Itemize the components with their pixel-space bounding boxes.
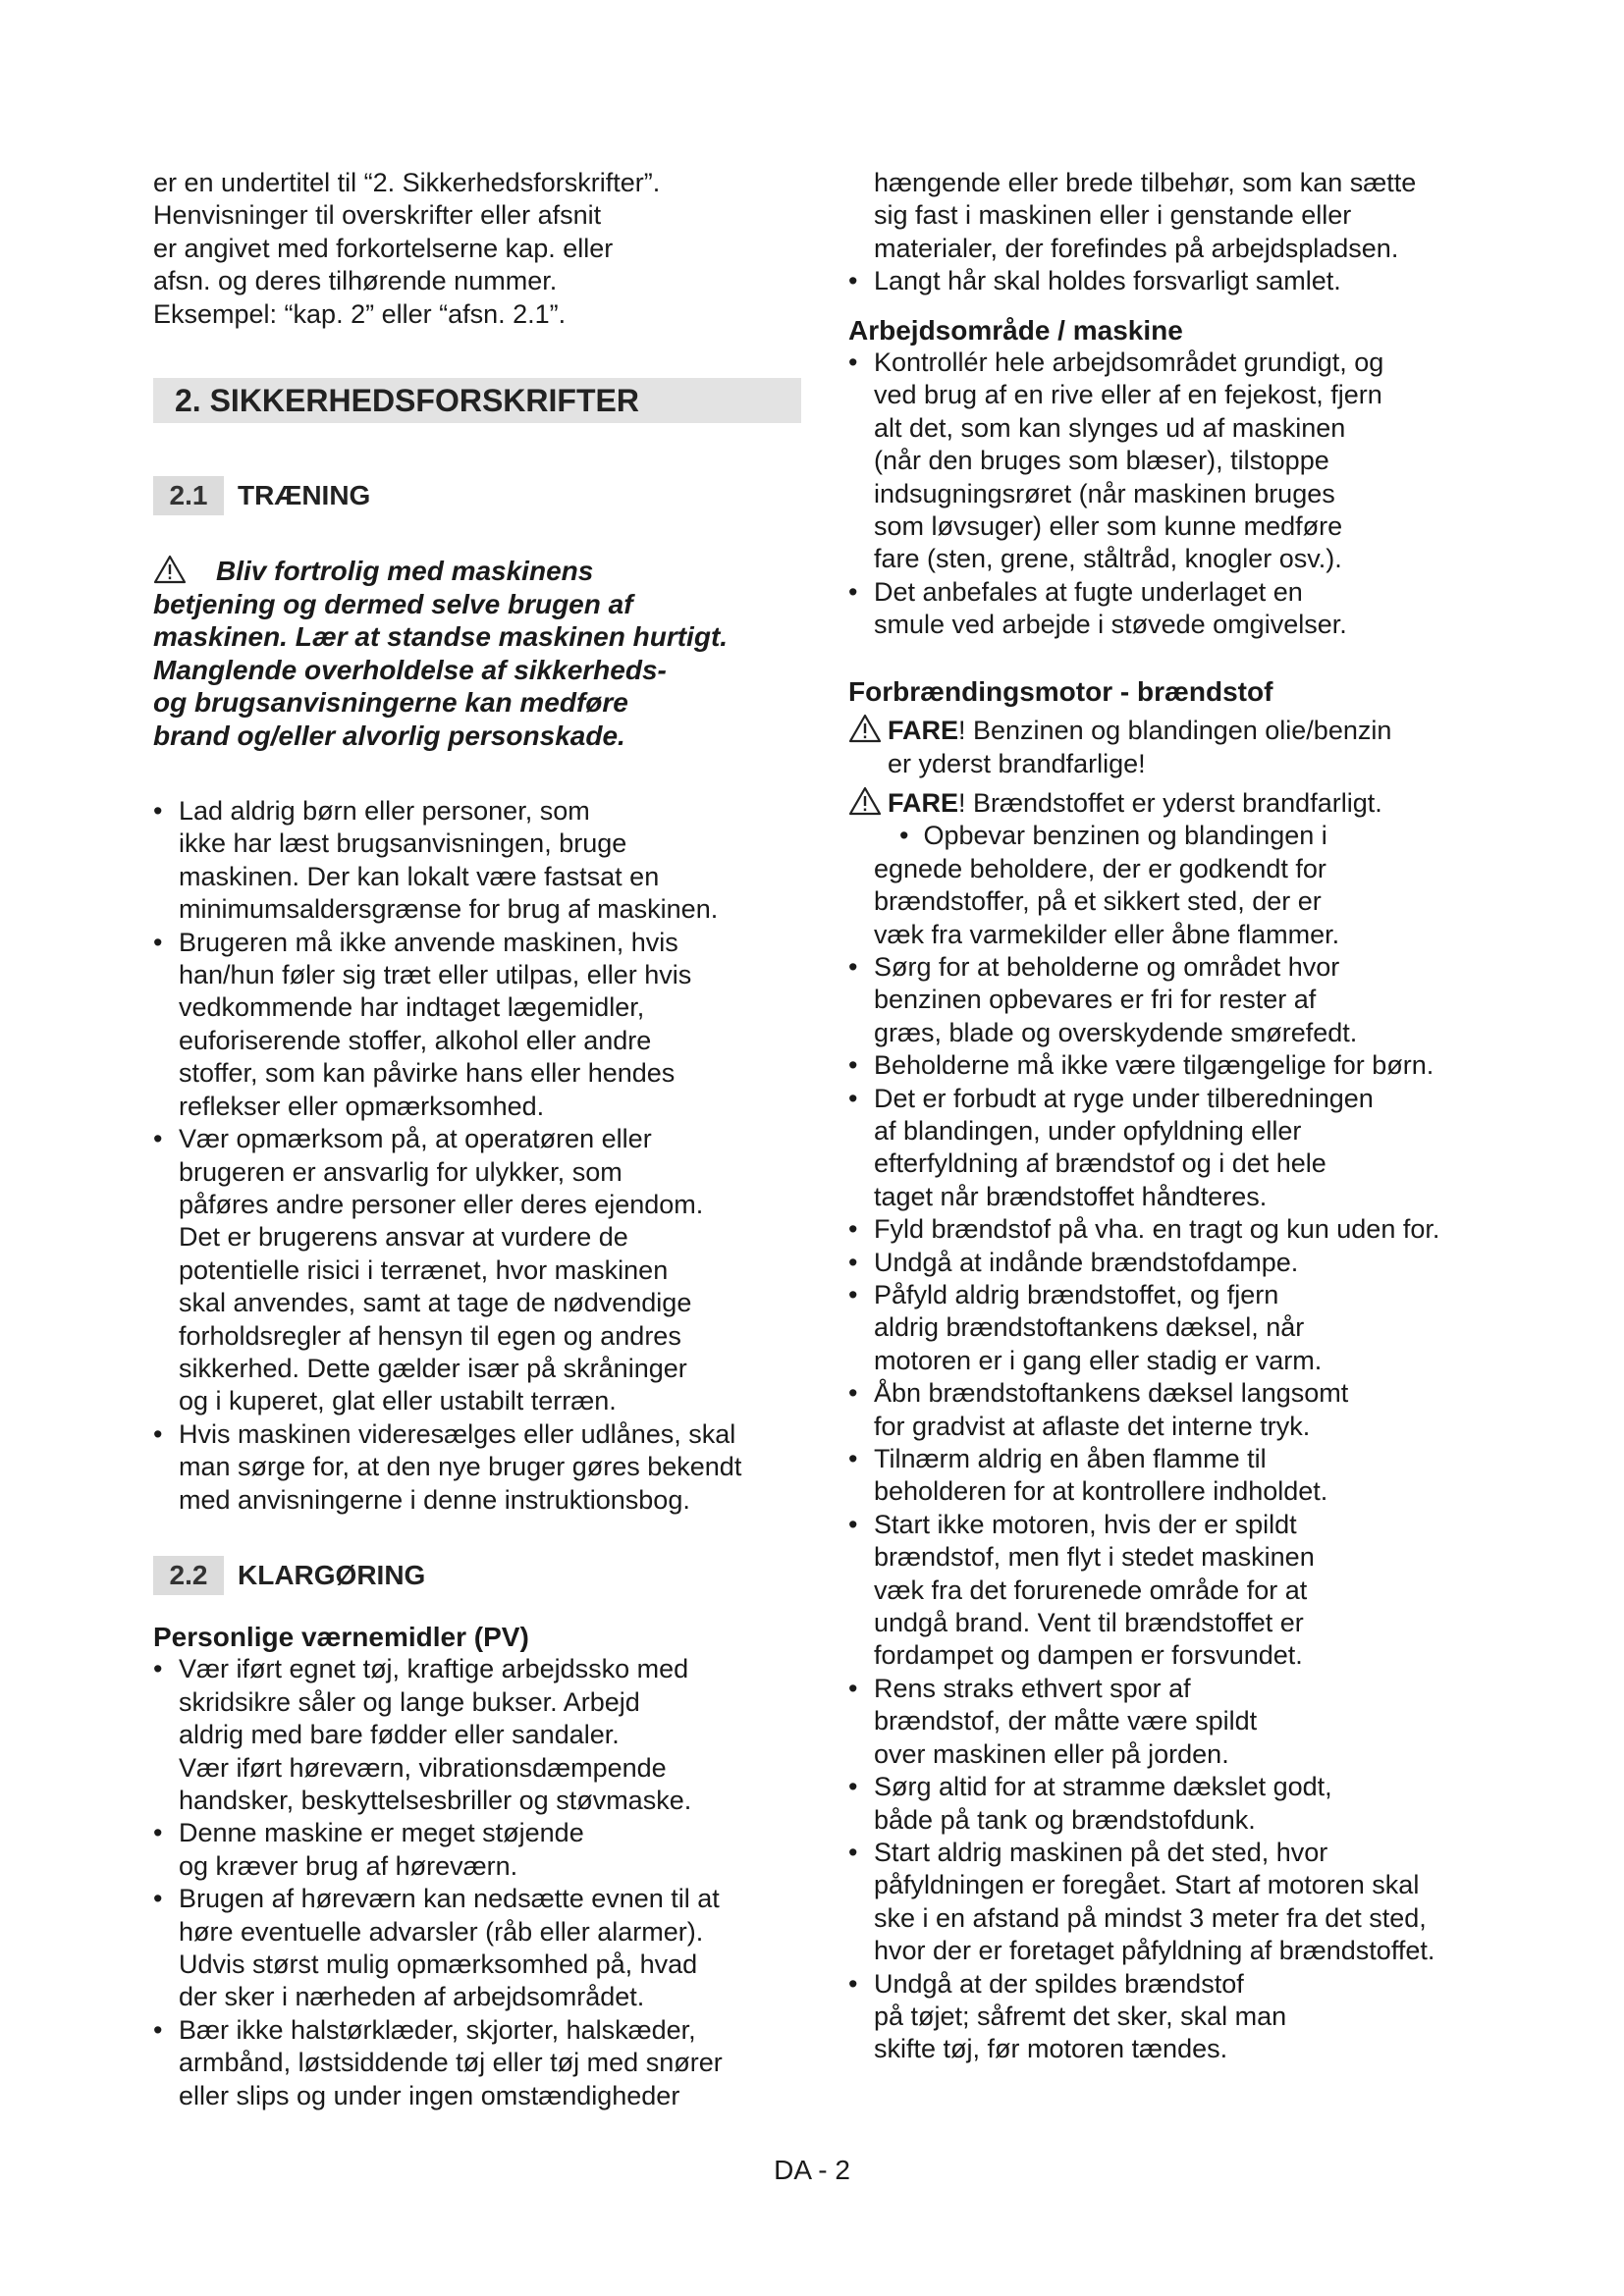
list-item: • Undgå at der spildes brændstof på tøjet; såfremt det sker, skal man skifte tøj, før motoren tændes. <box>848 1968 1506 2066</box>
chapter-heading: 2. SIKKERHEDSFORSKRIFTER <box>153 378 801 423</box>
list-item: • Sørg for at beholderne og området hvor benzinen opbevares er fri for rester af græs, blade og overskydende smørefedt. <box>848 951 1506 1049</box>
warning-triangle-icon <box>153 555 187 584</box>
warning-triangle-icon <box>848 714 882 743</box>
pv-list <box>153 1653 801 2112</box>
danger-notice-2: FARE! Brændstoffet er yderst brandfarligt. • Opbevar benzinen og blandingen i egnede beholdere, der er godkendt for brændstoffer, på et sikkert sted, der er væk fra varmekilder eller åbne flammer. <box>848 786 1506 951</box>
subheading-pv: Personlige værnemidler (PV) <box>153 1621 529 1652</box>
list-item: • Vær iført egnet tøj, kraftige arbejdssko med skridsikre såler og lange bukser. Arbejd aldrig med bare fødder eller sandaler. Vær iført høreværn, vibrationsdæmpende handsker, beskyttelsesbriller og støvmaske. <box>153 1653 801 1817</box>
list-item: • Tilnærm aldrig en åben flamme til beholderen for at kontrollere indholdet. <box>848 1443 1506 1509</box>
subheading-fuel: Forbrændingsmotor - brændstof <box>848 675 1273 707</box>
training-list <box>153 795 801 1517</box>
intro-paragraph: er en undertitel til “2. Sikkerhedsforskrifter”. Henvisninger til overskrifter eller afsnit er angivet med forkortelserne kap. eller afsn. og deres tilhørende nummer. Eksempel: “kap. 2” eller “afsn. 2.1”. <box>153 168 661 329</box>
section-heading-training <box>153 476 801 515</box>
right-column <box>848 167 1506 2066</box>
list-item: • Bær ikke halstørklæder, skjorter, halskæder, armbånd, løstsiddende tøj eller tøj med snører eller slips og under ingen omstændigheder <box>153 2014 801 2112</box>
list-item: • Det er forbudt at ryge under tilberedningen af blandingen, under opfyldning eller efterfyldning af brændstof og i det hele taget når brændstoffet håndteres. <box>848 1083 1506 1214</box>
list-item: • Start ikke motoren, hvis der er spildt brændstof, men flyt i stedet maskinen væk fra det forurenede område for at undgå brand. Vent til brændstoffet er fordampet og dampen er forsvundet. <box>848 1509 1506 1673</box>
hair-list <box>848 265 1506 297</box>
list-item: • Langt hår skal holdes forsvarligt samlet. <box>848 265 1506 297</box>
list-item: • Start aldrig maskinen på det sted, hvor påfyldningen er foregået. Start af motoren skal ske i en afstand på mindst 3 meter fra det sted, hvor der er foretaget påfyldning af brændstoffet. <box>848 1837 1506 1968</box>
list-item: • Fyld brændstof på vha. en tragt og kun uden for. <box>848 1213 1506 1246</box>
list-item: • Rens straks ethvert spor af brændstof, der måtte være spildt over maskinen eller på jorden. <box>848 1673 1506 1771</box>
section-heading-preparation <box>153 1556 801 1595</box>
section-title: TRÆNING <box>238 480 371 511</box>
section-number: 2.2 <box>153 1556 224 1595</box>
list-item: • Undgå at indånde brændstofdampe. <box>848 1247 1506 1279</box>
subheading-work-area: Arbejdsområde / maskine <box>848 314 1183 346</box>
list-item: • Vær opmærksom på, at operatøren eller brugeren er ansvarlig for ulykker, som påføres andre personer eller deres ejendom. Det er brugerens ansvar at vurdere de potentielle risici i terrænet, hvor maskinen skal anvendes, samt at tage de nødvendige forholdsregler af hensyn til egen og andres sikkerhed. Dette gælder især på skråninger og i kuperet, glat eller ustabilt terræn. <box>153 1123 801 1418</box>
fuel-list <box>848 951 1506 2066</box>
list-item: • Sørg altid for at stramme dækslet godt, både på tank og brændstofdunk. <box>848 1771 1506 1837</box>
list-item: • Brugeren må ikke anvende maskinen, hvis han/hun føler sig træt eller utilpas, eller hvis vedkommende har indtaget lægemidler, euforiserende stoffer, alkohol eller andre stoffer, som kan påvirke hans eller hendes reflekser eller opmærksomhed. <box>153 927 801 1123</box>
danger-notice-1: FARE! Benzinen og blandingen olie/benzin er yderst brandfarlige! <box>848 714 1506 780</box>
list-item: • Kontrollér hele arbejdsområdet grundigt, og ved brug af en rive eller af en fejekost, fjern alt det, som kan slynges ud af maskinen (når den bruges som blæser), tilstoppe indsugningsrøret (når maskinen bruges som løvsuger) eller som kunne medføre fare (sten, grene, ståltråd, knogler osv.). <box>848 347 1506 576</box>
list-item: • Lad aldrig børn eller personer, som ikke har læst brugsanvisningen, bruge maskinen. Der kan lokalt være fastsat en minimumsaldersgrænse for brug af maskinen. <box>153 795 801 927</box>
work-area-list <box>848 347 1506 642</box>
list-item: • Åbn brændstoftankens dæksel langsomt for gradvist at aflaste det interne tryk. <box>848 1377 1506 1443</box>
list-item: • Hvis maskinen videresælges eller udlånes, skal man sørge for, at den nye bruger gøres bekendt med anvisningerne i denne instruktionsbog. <box>153 1418 801 1517</box>
continued-paragraph: hængende eller brede tilbehør, som kan sætte sig fast i maskinen eller i genstande eller materialer, der forefindes på arbejdspladsen. <box>874 168 1417 263</box>
list-item: • Det anbefales at fugte underlaget en smule ved arbejde i støvede omgivelser. <box>848 576 1506 642</box>
list-item: • Denne maskine er meget støjende og kræver brug af høreværn. <box>153 1817 801 1883</box>
list-item: • Beholderne må ikke være tilgængelige for børn. <box>848 1049 1506 1082</box>
list-item: • Påfyld aldrig brændstoffet, og fjern aldrig brændstoftankens dæksel, når motoren er i gang eller stadig er varm. <box>848 1279 1506 1377</box>
warning-triangle-icon <box>848 786 882 816</box>
section-number: 2.1 <box>153 476 224 515</box>
section-title: KLARGØRING <box>238 1560 426 1591</box>
list-item: • Brugen af høreværn kan nedsætte evnen til at høre eventuelle advarsler (råb eller alarmer). Udvis størst mulig opmærksomhed på, hvad der sker i nærheden af arbejdsområdet. <box>153 1883 801 2014</box>
warning-block: Bliv fortrolig med maskinens betjening og dermed selve brugen af maskinen. Lær at standse maskinen hurtigt. Manglende overholdelse af sikkerheds- og brugsanvisningerne kan medføre brand og/eller alvorlig personskade. <box>153 556 729 751</box>
left-column <box>153 167 801 2112</box>
page-number: DA - 2 <box>774 2155 850 2185</box>
